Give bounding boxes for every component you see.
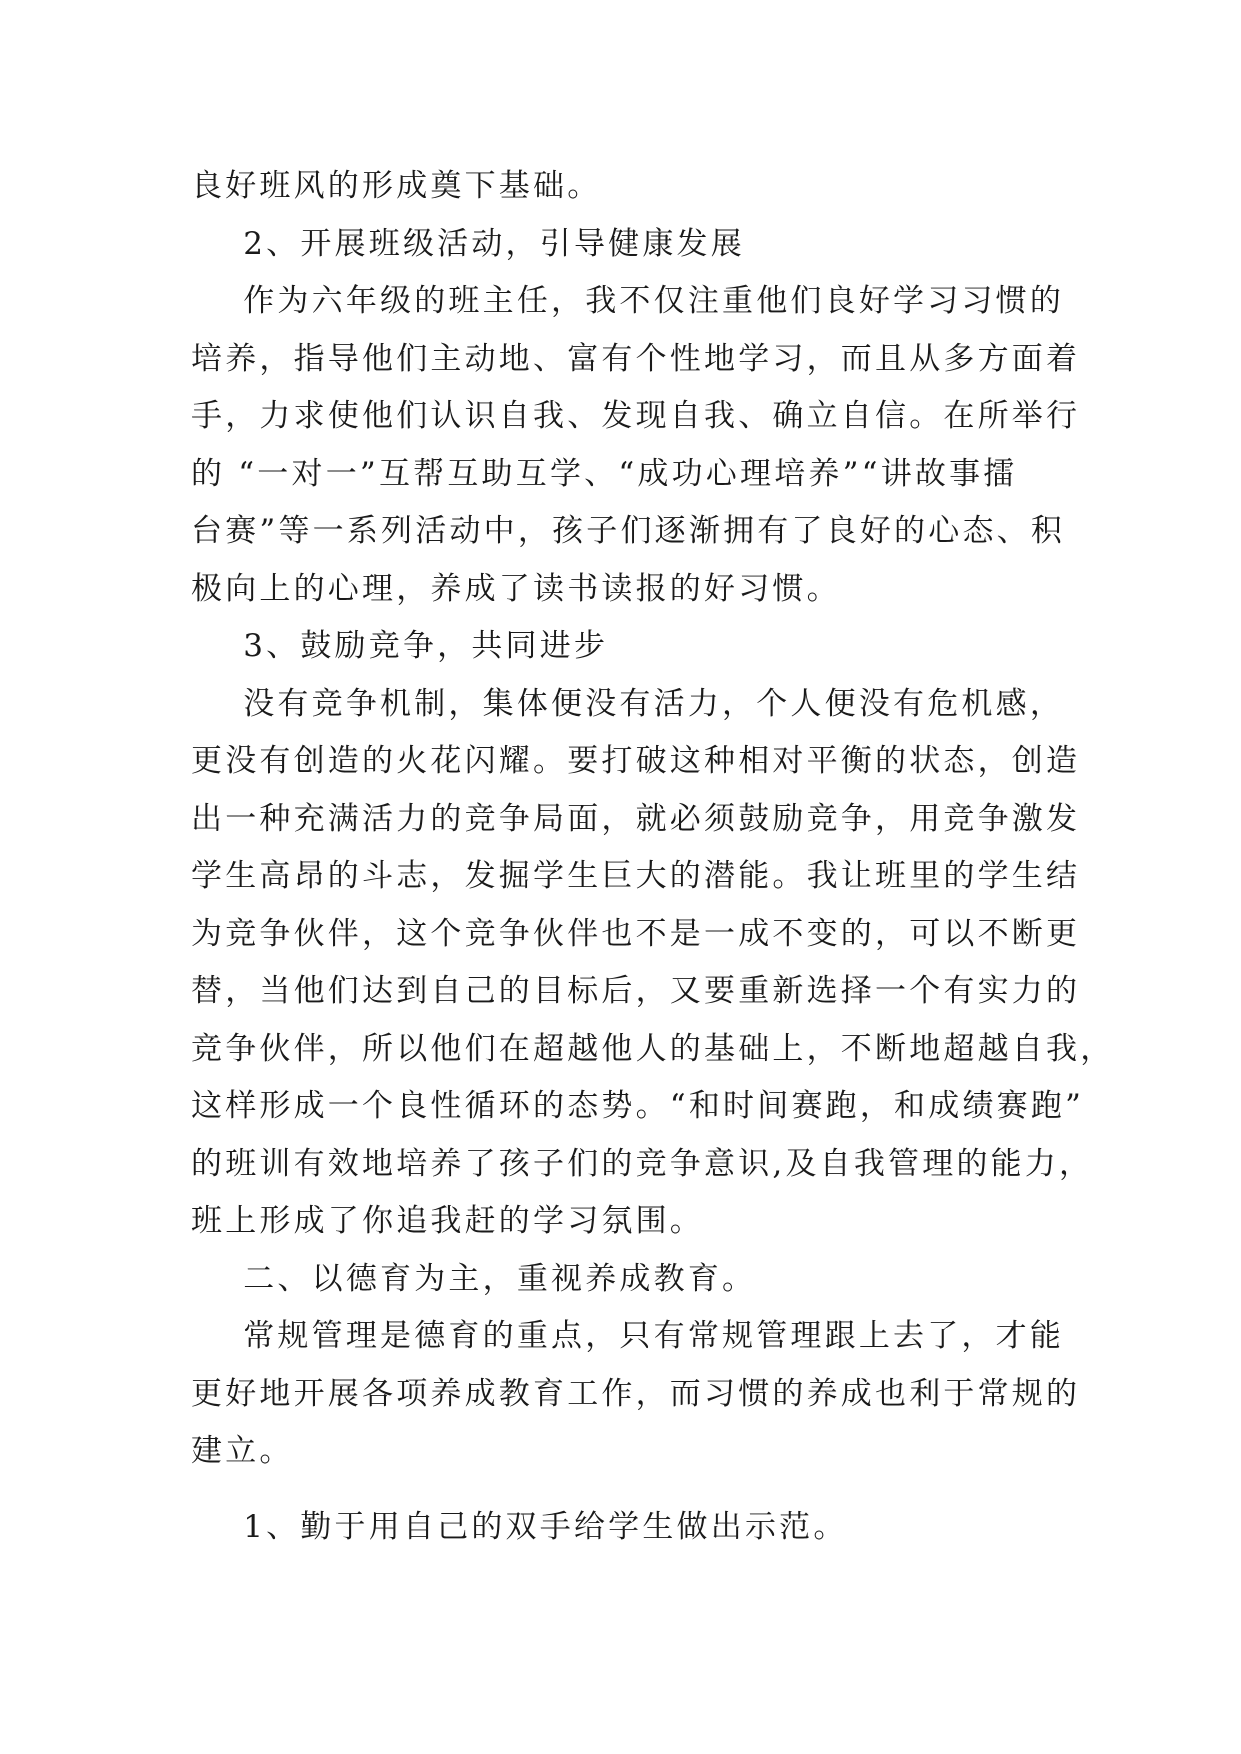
text-line: 的 “一对一”互帮互助互学、“成功心理培养”“讲故事擂 (191, 455, 1018, 492)
text-line: 这样形成一个良性循环的态势。“和时间赛跑，和成绩赛跑” (191, 1088, 1085, 1124)
section-heading-line: 1、勤于用自己的双手给学生做出示范。 (191, 1508, 848, 1545)
text-line: 手，力求使他们认识自我、发现自我、确立自信。在所举行 (191, 398, 1081, 434)
text-line: 常规管理是德育的重点，只有常规管理跟上去了，才能 (191, 1318, 1065, 1354)
spacer (191, 1481, 1061, 1499)
text-line: 班上形成了你追我赶的学习氛围。 (191, 1203, 704, 1239)
text-line: 良好班风的形成奠下基础。 (191, 168, 602, 204)
text-line: 更没有创造的火花闪耀。要打破这种相对平衡的状态，创造 (191, 743, 1081, 779)
text-line: 更好地开展各项养成教育工作，而习惯的养成也利于常规的 (191, 1375, 1081, 1412)
text-line: 的班训有效地培养了孩子们的竞争意识,及自我管理的能力， (191, 1145, 1094, 1182)
text-line: 建立。 (191, 1433, 294, 1469)
text-line: 培养，指导他们主动地、富有个性地学习，而且从多方面着 (191, 340, 1081, 377)
text-line: 竞争伙伴，所以他们在超越他人的基础上，不断地超越自我， (191, 1030, 1115, 1067)
section-heading-line: 2、开展班级活动，引导健康发展 (191, 225, 745, 262)
text-line: 出一种充满活力的竞争局面，就必须鼓励竞争，用竞争激发 (191, 800, 1081, 837)
text-line: 替，当他们达到自己的目标后，又要重新选择一个有实力的 (191, 973, 1081, 1009)
text-line: 没有竞争机制，集体便没有活力，个人便没有危机感， (191, 685, 1065, 722)
text-line: 作为六年级的班主任，我不仅注重他们良好学习习惯的 (191, 283, 1065, 319)
document-body (191, 158, 1115, 1556)
section-heading-line: 3、鼓励竞争，共同进步 (191, 628, 609, 664)
text-line: 极向上的心理，养成了读书读报的好习惯。 (191, 570, 841, 607)
text-line: 台赛”等一系列活动中，孩子们逐渐拥有了良好的心态、积 (191, 513, 1066, 549)
section-heading-line: 二、以德育为主，重视养成教育。 (191, 1260, 757, 1297)
text-line: 学生高昂的斗志，发掘学生巨大的潜能。我让班里的学生结 (191, 858, 1081, 894)
text-line: 为竞争伙伴，这个竞争伙伴也不是一成不变的，可以不断更 (191, 915, 1081, 952)
